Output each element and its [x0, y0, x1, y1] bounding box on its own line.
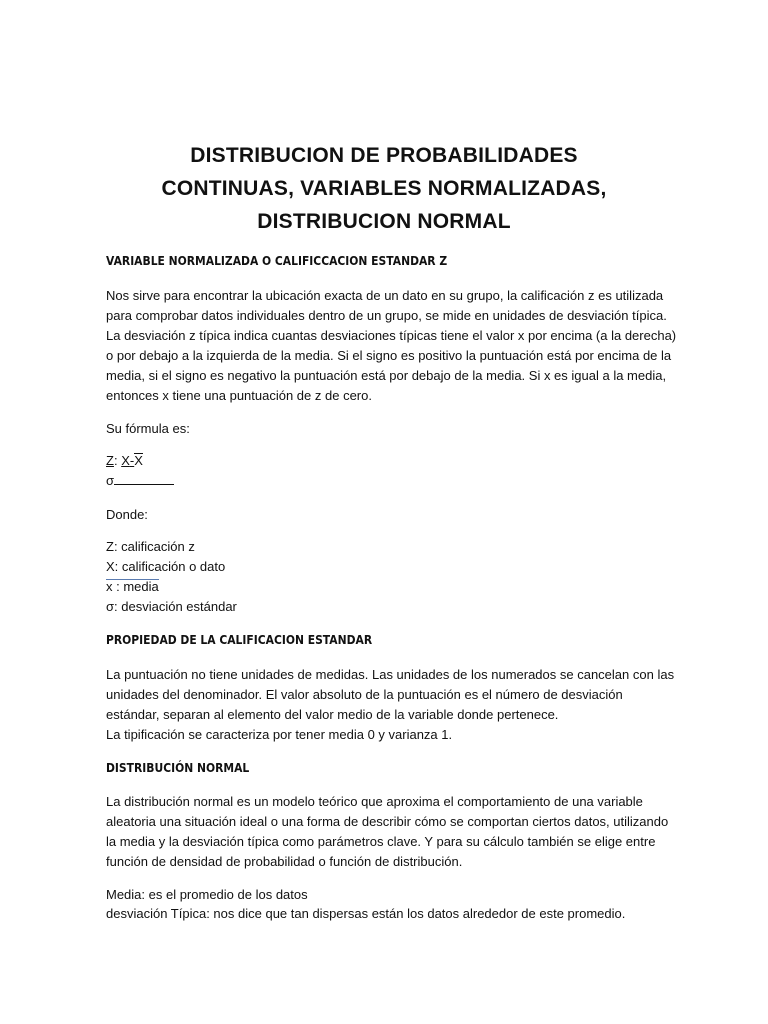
definition-sigma: σ: desviación estándar: [106, 599, 237, 614]
section-heading-distribucion-normal: DISTRIBUCIÓN NORMAL: [106, 760, 250, 775]
donde-label: Donde:: [106, 507, 148, 522]
formula-z-label: Z: [106, 453, 114, 468]
paragraph-line: entonces x tiene una puntuación de z de cero.: [106, 388, 372, 403]
formula-x: X: [121, 453, 130, 468]
paragraph-line: unidades del denominador. El valor absoluto de la puntuación es el número de desviación: [106, 687, 623, 702]
formula-numerator-line: [106, 451, 143, 471]
paragraph-line: función de densidad de probabilidad o función de distribución.: [106, 854, 463, 869]
paragraph-line: la media y la desviación típica como parámetros clave. Y para su cálculo también se elige entre: [106, 834, 656, 849]
paragraph-line: aleatoria una situación ideal o una forma de describir cómo se comportan ciertos datos, utilizando: [106, 814, 669, 829]
formula-numerator: [121, 453, 143, 468]
desviacion-definition: desviación Típica: nos dice que tan dispersas están los datos alrededor de este promedio.: [106, 906, 626, 921]
definition-z: Z: calificación z: [106, 539, 195, 554]
paragraph-line: La desviación z típica indica cuantas desviaciones típicas tiene el valor x por encima (a la derecha): [106, 328, 677, 343]
paragraph-line: para comprobar datos individuales dentro de un grupo, se mide en unidades de desviación típica.: [106, 308, 667, 323]
formula-minus: -: [129, 453, 135, 468]
paragraph-line: estándar, separan al elemento del valor medio de la variable donde pertenece.: [106, 707, 559, 722]
paragraph-propiedad: [106, 665, 675, 745]
definition-xbar-text: x : media: [106, 577, 159, 597]
paragraph-line: La puntuación no tiene unidades de medidas. Las unidades de los numerados se cancelan con las: [106, 667, 675, 682]
definition-x: X: calificación o dato: [106, 559, 226, 574]
document-title: [100, 139, 668, 238]
paragraph-distribucion-normal: [106, 792, 669, 872]
formula-xbar: X: [134, 451, 143, 471]
formula-intro: Su fórmula es:: [106, 421, 190, 436]
title-line-1: DISTRIBUCION DE PROBABILIDADES: [190, 144, 578, 167]
paragraph-line: Nos sirve para encontrar la ubicación exacta de un dato en su grupo, la calificación z es utilizada: [106, 288, 664, 303]
title-line-3: DISTRIBUCION NORMAL: [257, 210, 511, 233]
section-heading-propiedad: PROPIEDAD DE LA CALIFICACION ESTANDAR: [106, 632, 373, 647]
definition-xbar: [106, 577, 159, 597]
paragraph-line: o por debajo a la izquierda de la media. Si el signo es positivo la puntuación está por encima de la: [106, 348, 672, 363]
formula-denominator-line: [106, 471, 174, 491]
paragraph-variable-normalizada: [106, 286, 677, 406]
formula-sigma: σ: [106, 473, 115, 488]
paragraph-line: La distribución normal es un modelo teórico que aproxima el comportamiento de una variable: [106, 794, 643, 809]
paragraph-line: media, si el signo es negativo la puntuación está por debajo de la media. Si x es igual a la media,: [106, 368, 667, 383]
formula-separator: :: [113, 453, 122, 468]
title-line-2: CONTINUAS, VARIABLES NORMALIZADAS,: [161, 177, 607, 200]
section-heading-variable-normalizada: VARIABLE NORMALIZADA O CALIFICCACION ESTANDAR Z: [106, 253, 448, 268]
media-definition: Media: es el promedio de los datos: [106, 887, 308, 902]
paragraph-line: La tipificación se caracteriza por tener media 0 y varianza 1.: [106, 727, 453, 742]
formula-fraction-bar: [114, 472, 174, 485]
